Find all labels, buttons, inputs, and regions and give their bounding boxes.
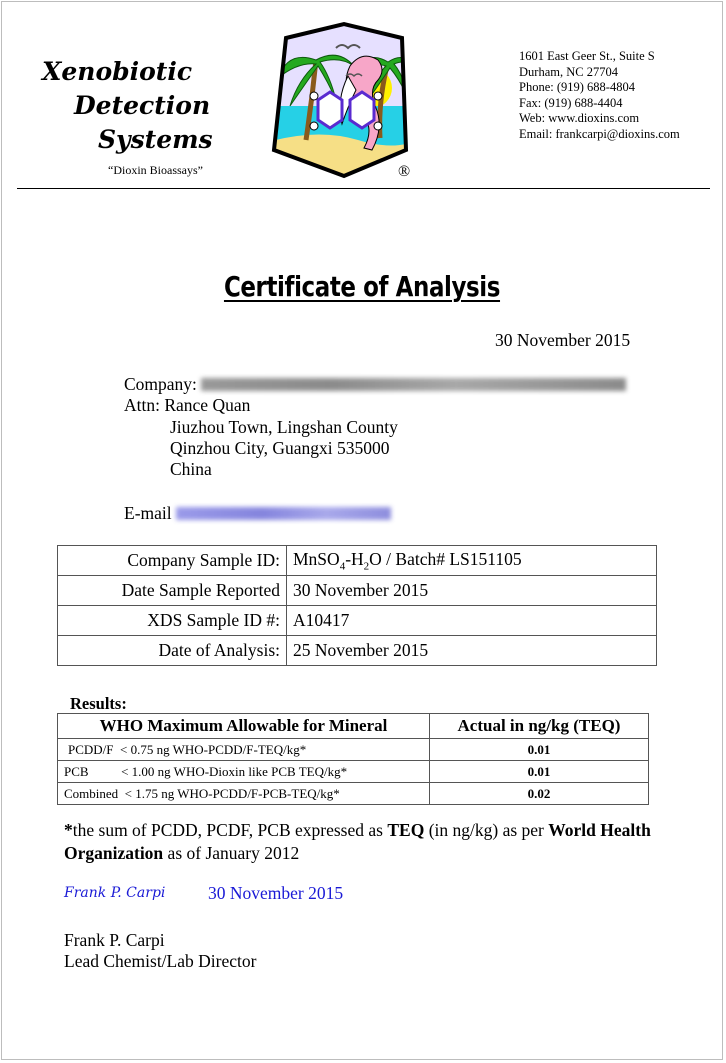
sample-id-part: -H [345,548,364,569]
table-row [58,761,649,783]
value-date-reported: 30 November 2015 [287,576,657,606]
results-row-label: PCDD/F < 0.75 ng WHO-PCDD/F-TEQ/kg* [58,739,430,761]
footnote [64,819,664,865]
sample-id-sub: 2 [363,560,370,573]
table-row [58,546,657,576]
recipient-address-3: China [170,459,212,479]
signature-script: Frank P. Carpi [64,885,166,901]
sample-id-sub: 4 [339,560,346,573]
table-row [58,576,657,606]
table-row [58,606,657,636]
table-row [58,739,649,761]
company-label: Company: [124,374,197,394]
results-row-label: PCB < 1.00 ng WHO-Dioxin like PCB TEQ/kg* [58,761,430,783]
email-line [124,503,391,524]
brand-line-2: Detection [74,91,211,120]
sample-info-table [57,545,657,666]
results-col-standard: WHO Maximum Allowable for Mineral [58,714,430,739]
label-date-analysis: Date of Analysis: [58,636,287,666]
footnote-text: as of January 2012 [163,843,300,863]
document-date: 30 November 2015 [495,330,631,350]
company-logo [268,20,420,182]
brand-line-3: Systems [98,125,213,154]
value-date-analysis: 25 November 2015 [287,636,657,666]
recipient-address-2: Qinzhou City, Guangxi 535000 [170,438,390,458]
results-heading: Results: [70,694,127,713]
address-web: Web: www.dioxins.com [519,111,640,125]
signature-date: 30 November 2015 [208,883,344,903]
label-xds-sample-id: XDS Sample ID #: [58,606,287,636]
footnote-bold: TEQ [387,820,425,840]
label-company-sample-id: Company Sample ID: [58,546,287,576]
value-company-sample-id [287,546,657,576]
document-title [67,270,657,303]
address-block [519,49,680,142]
label-date-reported: Date Sample Reported [58,576,287,606]
results-row-value: 0.02 [430,783,649,805]
tagline: “Dioxin Bioassays” [108,163,203,177]
address-city: Durham, NC 27704 [519,64,618,79]
value-xds-sample-id: A10417 [287,606,657,636]
table-row [58,636,657,666]
table-row [58,783,649,805]
email-redacted [176,507,391,520]
flamingo-palm-logo-icon [268,20,420,182]
address-street: 1601 East Geer St., Suite S [519,49,655,63]
table-header-row [58,714,649,739]
results-row-label: Combined < 1.75 ng WHO-PCDD/F-PCB-TEQ/kg* [58,783,430,805]
footnote-bold: World Health Organization [64,820,651,863]
results-table [57,713,649,805]
document-page [1,1,723,1060]
results-row-value: 0.01 [430,739,649,761]
registered-mark: ® [398,163,411,180]
footnote-text: the sum of PCDD, PCDF, PCB expressed as [72,820,388,840]
brand-line-1: Xenobiotic [42,57,193,86]
signatory-role: Lead Chemist/Lab Director [64,951,257,971]
footnote-text: (in ng/kg) as per [424,820,549,840]
results-row-value: 0.01 [430,761,649,783]
footnote-star: * [64,820,73,840]
company-name-redacted [201,378,626,391]
address-fax: Fax: (919) 688-4404 [519,95,623,110]
company-line [124,374,626,395]
sample-id-part: O / Batch# LS151105 [369,548,522,569]
document-title-text: Certificate of Analysis [223,270,501,303]
results-col-actual: Actual in ng/kg (TEQ) [430,714,649,739]
recipient-address-1: Jiuzhou Town, Lingshan County [170,417,398,437]
sample-id-part: MnSO [293,548,340,569]
email-label: E-mail [124,503,172,523]
address-email: Email: frankcarpi@dioxins.com [519,126,680,141]
attn-line: Attn: Rance Quan [124,395,251,415]
signatory-name: Frank P. Carpi [64,930,165,950]
header-divider [17,188,710,189]
address-phone: Phone: (919) 688-4804 [519,80,635,94]
